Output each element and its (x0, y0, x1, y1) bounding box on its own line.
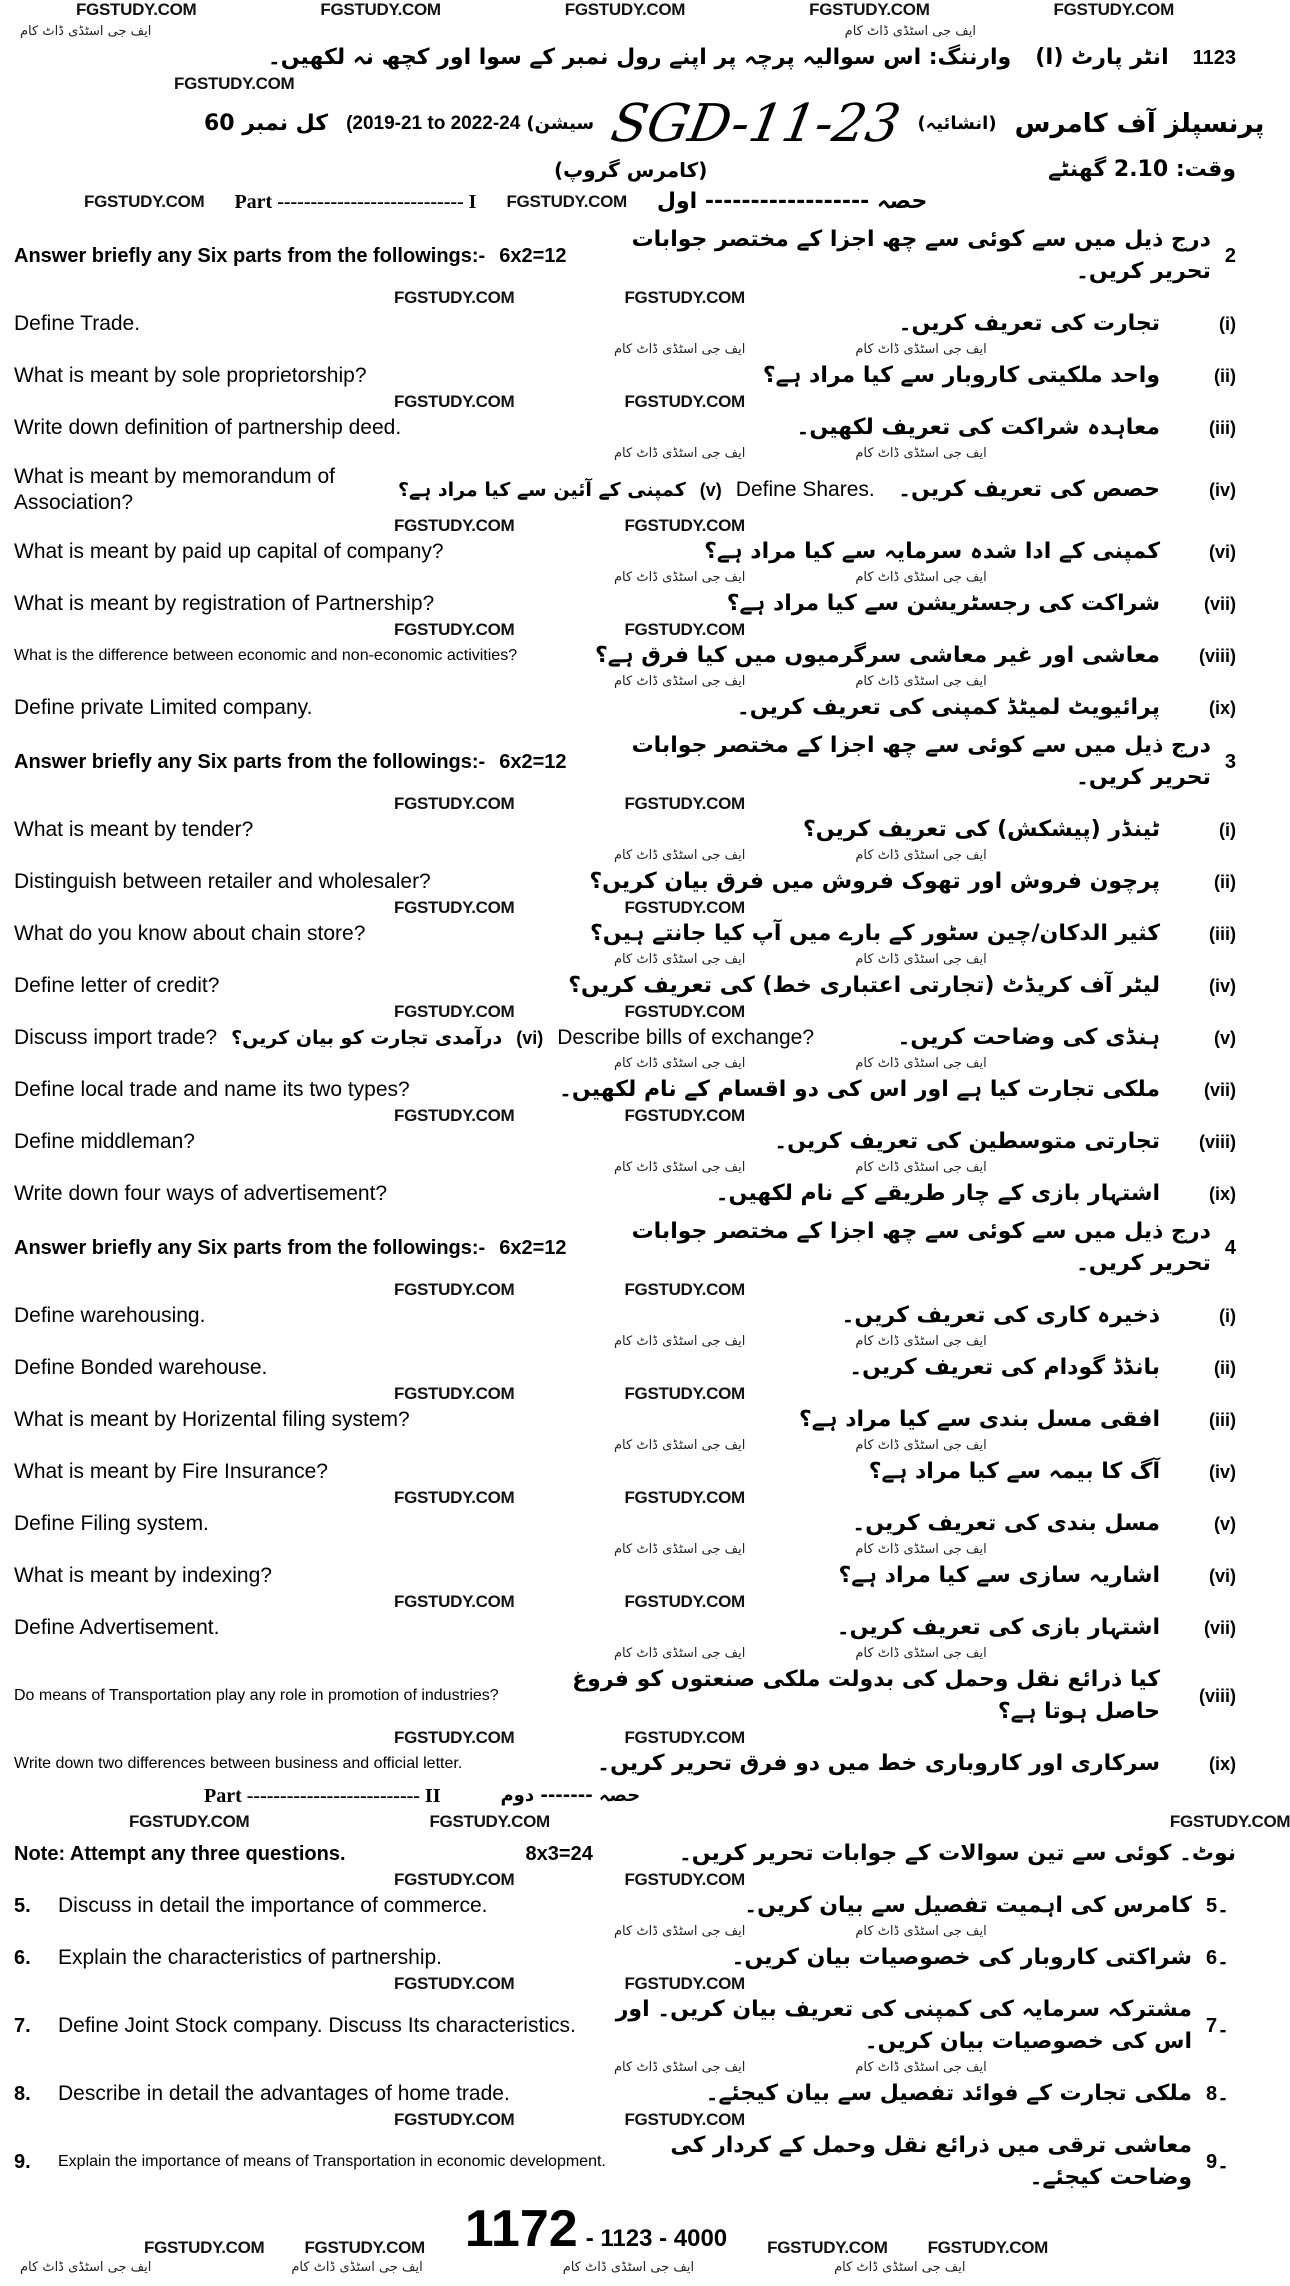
watermark-urdu: ایف جی اسٹڈی ڈاٹ کام (562, 2260, 695, 2275)
question-urdu: تجارتی متوسطین کی تعریف کریں۔ (774, 1129, 1160, 1154)
watermark-urdu: ایف جی اسٹڈی ڈاٹ کام (614, 2060, 746, 2075)
question-number: (iii) (1209, 924, 1236, 944)
watermark: FGSTUDY.COM (624, 1384, 745, 1403)
watermark: FGSTUDY.COM (304, 2238, 425, 2257)
watermark-urdu: ایف جی اسٹڈی ڈاٹ کام (855, 674, 987, 689)
watermark-urdu-row (14, 950, 1236, 970)
question-english: Define local trade and name its two types? (14, 1078, 410, 1101)
watermark-urdu: ایف جی اسٹڈی ڈاٹ کام (614, 1438, 746, 1453)
question-english: Define warehousing. (14, 1304, 206, 1327)
section-heading-row (14, 1216, 1236, 1280)
watermark: FGSTUDY.COM (1169, 1812, 1290, 1831)
question-english: Discuss import trade? (14, 1026, 218, 1049)
section-number: 2 (1224, 245, 1236, 267)
watermark-urdu-row (14, 1054, 1236, 1074)
watermark-row (14, 1280, 1236, 1300)
question-english-inline: Describe bills of exchange? (557, 1026, 815, 1049)
watermark-row (14, 392, 1236, 412)
watermark: FGSTUDY.COM (624, 620, 745, 639)
question-urdu: سرکاری اور کاروباری خط میں دو فرق تحریر کریں۔ (597, 1751, 1160, 1776)
question-number: (iii) (1209, 418, 1236, 438)
question-row (14, 1748, 1236, 1780)
question-row (14, 1664, 1236, 1728)
watermark-urdu: ایف جی اسٹڈی ڈاٹ کام (614, 1924, 746, 1939)
watermark: FGSTUDY.COM (394, 1384, 515, 1403)
watermark: FGSTUDY.COM (394, 1728, 515, 1747)
watermark-urdu: ایف جی اسٹڈی ڈاٹ کام (614, 848, 746, 863)
long-question-urdu: معاشی ترقی میں ذرائع نقل وحمل کے کردار کی وضاحت کیجئے۔ (670, 2133, 1192, 2190)
watermark-urdu-row (14, 672, 1236, 692)
question-urdu: ہنڈی کی وضاحت کریں۔ (897, 1025, 1160, 1050)
question-row (14, 640, 1236, 672)
watermark-urdu: ایف جی اسٹڈی ڈاٹ کام (855, 342, 987, 357)
watermark-urdu: ایف جی اسٹڈی ڈاٹ کام (855, 570, 987, 585)
question-row (14, 588, 1236, 620)
long-question-english: Describe in detail the advantages of home trade. (58, 2082, 510, 2105)
part-1-row (14, 186, 1236, 218)
watermark: FGSTUDY.COM (320, 0, 441, 19)
section-heading-urdu: درج ذیل میں سے کوئی سے چھ اجزا کے مختصر جوابات تحریر کریں۔ (631, 733, 1211, 790)
question-row (14, 1352, 1236, 1384)
watermark-urdu: ایف جی اسٹڈی ڈاٹ کام (855, 1334, 987, 1349)
watermark-urdu: ایف جی اسٹڈی ڈاٹ کام (614, 1160, 746, 1175)
long-question-number-urdu: 6۔ (1206, 1947, 1229, 1969)
watermark-urdu: ایف جی اسٹڈی ڈاٹ کام (855, 1646, 987, 1661)
question-urdu: ذخیرہ کاری کی تعریف کریں۔ (841, 1303, 1160, 1328)
watermark: FGSTUDY.COM (429, 1812, 550, 1831)
watermark: FGSTUDY.COM (394, 1280, 515, 1299)
question-row (14, 1022, 1236, 1054)
watermark: FGSTUDY.COM (84, 192, 205, 211)
watermark-row (14, 2110, 1236, 2130)
part-2-label: Part -------------------------- II (204, 1785, 441, 1807)
section-heading: Answer briefly any Six parts from the followings:- (14, 751, 486, 773)
question-row (14, 814, 1236, 846)
watermark-urdu: ایف جی اسٹڈی ڈاٹ کام (614, 570, 746, 585)
question-english: What is meant by registration of Partnership? (14, 592, 435, 615)
long-question-english: Discuss in detail the importance of commerce. (58, 1894, 488, 1917)
watermark: FGSTUDY.COM (1053, 0, 1174, 19)
paper-type: (انشائیہ) (917, 113, 997, 134)
question-number: (i) (1219, 820, 1236, 840)
watermark-row (14, 1384, 1236, 1404)
watermark-urdu: ایف جی اسٹڈی ڈاٹ کام (614, 446, 746, 461)
watermark: FGSTUDY.COM (624, 288, 745, 307)
question-row (14, 866, 1236, 898)
watermark: FGSTUDY.COM (394, 392, 515, 411)
watermark: FGSTUDY.COM (506, 192, 627, 211)
question-number: (vii) (1203, 1618, 1236, 1638)
question-urdu: حصص کی تعریف کریں۔ (898, 477, 1160, 502)
question-number: (ix) (1209, 1754, 1236, 1774)
watermark: FGSTUDY.COM (174, 74, 295, 93)
question-number: (viii) (1198, 646, 1236, 666)
section-score: 6x2=12 (499, 751, 567, 773)
watermark: FGSTUDY.COM (394, 1488, 515, 1507)
watermark: FGSTUDY.COM (624, 794, 745, 813)
part-1-label: Part ---------------------------- I (234, 191, 477, 213)
watermark-urdu-row (14, 1436, 1236, 1456)
watermark-urdu: ایف جی اسٹڈی ڈاٹ کام (855, 1056, 987, 1071)
question-english: What do you know about chain store? (14, 922, 366, 945)
question-english: Define Trade. (14, 312, 141, 335)
watermark-row (14, 1812, 1290, 1832)
watermark: FGSTUDY.COM (394, 1870, 515, 1889)
warning-text: وارننگ: اس سوالیہ پرچہ پر اپنے رول نمبر کے سوا اور کچھ نہ لکھیں۔ (267, 45, 1012, 70)
watermark: FGSTUDY.COM (394, 620, 515, 639)
watermark-row (14, 1002, 1236, 1022)
question-number: (vi) (1209, 1566, 1236, 1586)
question-number: (viii) (1198, 1686, 1236, 1706)
watermark-urdu: ایف جی اسٹڈی ڈاٹ کام (834, 2260, 966, 2275)
watermark: FGSTUDY.COM (394, 1592, 515, 1611)
header-title-row (14, 94, 1265, 154)
watermark: FGSTUDY.COM (624, 392, 745, 411)
note-urdu: نوٹ۔ کوئی سے تین سوالات کے جوابات تحریر کریں۔ (678, 1841, 1236, 1866)
question-urdu: کیا ذرائع نقل وحمل کی بدولت ملکی صنعتوں کو فروغ حاصل ہوتا ہے؟ (572, 1667, 1160, 1724)
question-number: (iii) (1209, 1410, 1236, 1430)
question-row (14, 1456, 1236, 1488)
watermark: FGSTUDY.COM (394, 516, 515, 535)
section-heading-row (14, 224, 1236, 288)
watermark-urdu-row (14, 2058, 1236, 2078)
long-question-english: Explain the characteristics of partnership. (58, 1946, 443, 1969)
question-number-inline: (vi) (516, 1028, 544, 1048)
question-urdu: مسل بندی کی تعریف کریں۔ (852, 1511, 1160, 1536)
watermark: FGSTUDY.COM (564, 0, 686, 19)
paper-code: 1123 (1192, 47, 1236, 69)
questions-body (14, 224, 1236, 1780)
question-english: What is meant by paid up capital of company? (14, 540, 444, 563)
question-urdu: پرچون فروش اور تھوک فروش میں فرق بیان کریں؟ (589, 869, 1160, 894)
long-question-urdu: مشترکہ سرمایہ کی کمپنی کی تعریف بیان کریں۔ اور اس کی خصوصیات بیان کریں۔ (615, 1997, 1192, 2054)
question-number: (ix) (1209, 698, 1236, 718)
watermark-row (14, 1870, 1236, 1890)
part-1-urdu: حصہ ------------------ اول (656, 189, 928, 214)
long-question-number: 7. (14, 2015, 31, 2037)
section-score: 6x2=12 (499, 1237, 567, 1259)
question-urdu: شراکت کی رجسٹریشن سے کیا مراد ہے؟ (726, 591, 1160, 616)
watermark: FGSTUDY.COM (624, 1488, 745, 1507)
question-row (14, 308, 1236, 340)
question-row (14, 1560, 1236, 1592)
handwritten-code: SGD-11-23 (606, 94, 905, 154)
section-heading: Answer briefly any Six parts from the followings:- (14, 245, 486, 267)
watermark: FGSTUDY.COM (624, 898, 745, 917)
question-english: Write down two differences between business and official letter. (14, 1755, 463, 1772)
long-question-urdu: شراکتی کاروبار کی خصوصیات بیان کریں۔ (731, 1945, 1192, 1970)
question-number: (i) (1219, 314, 1236, 334)
watermark: FGSTUDY.COM (394, 2110, 515, 2129)
question-urdu: کثیر الدکان/چین سٹور کے بارے میں آپ کیا جانتے ہیں؟ (590, 921, 1160, 946)
watermark-urdu: ایف جی اسٹڈی ڈاٹ کام (614, 1334, 746, 1349)
long-question-number-urdu: 9۔ (1206, 2151, 1229, 2173)
watermark: FGSTUDY.COM (394, 1002, 515, 1021)
section-number: 4 (1224, 1237, 1236, 1259)
question-number: (ix) (1209, 1184, 1236, 1204)
long-question-number-urdu: 7۔ (1206, 2015, 1229, 2037)
watermark-urdu: ایف جی اسٹڈی ڈاٹ کام (855, 1438, 987, 1453)
question-english: What is the difference between economic and non-economic activities? (14, 647, 518, 664)
question-number: (iv) (1209, 1462, 1236, 1482)
question-number: (viii) (1198, 1132, 1236, 1152)
watermark-urdu-row (14, 1922, 1236, 1942)
question-urdu: معاہدہ شراکت کی تعریف لکھیں۔ (796, 415, 1160, 440)
question-english: Define private Limited company. (14, 696, 313, 719)
subject-title: پرنسپلز آف کامرس (1014, 109, 1265, 139)
watermark-urdu-row (14, 846, 1236, 866)
watermark-row (14, 794, 1236, 814)
question-row (14, 1300, 1236, 1332)
question-urdu-inline: کمپنی کے آئین سے کیا مراد ہے؟ (398, 479, 686, 501)
watermark: FGSTUDY.COM (624, 2110, 745, 2129)
question-urdu: تجارت کی تعریف کریں۔ (898, 311, 1160, 336)
watermark-urdu: ایف جی اسٹڈی ڈاٹ کام (20, 2260, 152, 2275)
session-years: (2019-21 to 2022-24 (346, 113, 521, 134)
section-heading-urdu: درج ذیل میں سے کوئی سے چھ اجزا کے مختصر جوابات تحریر کریں۔ (631, 227, 1211, 284)
long-question-urdu: ملکی تجارت کے فوائد تفصیل سے بیان کیجئے۔ (705, 2081, 1192, 2106)
long-question-row (14, 1942, 1236, 1974)
question-row (14, 1126, 1236, 1158)
question-row (14, 1178, 1236, 1210)
watermark: FGSTUDY.COM (394, 794, 515, 813)
question-urdu: ملکی تجارت کیا ہے اور اس کی دو اقسام کے نام لکھیں۔ (559, 1077, 1160, 1102)
header-group-row (14, 154, 1236, 186)
watermark: FGSTUDY.COM (624, 1728, 745, 1747)
session-label: سیشن) (526, 113, 595, 134)
section-score: 6x2=12 (499, 245, 567, 267)
long-question-row (14, 2078, 1236, 2110)
watermark: FGSTUDY.COM (624, 1280, 745, 1299)
long-question-english: Define Joint Stock company. Discuss Its characteristics. (58, 2014, 576, 2037)
long-questions (14, 1870, 1236, 2194)
section-heading: Answer briefly any Six parts from the followings:- (14, 1237, 486, 1259)
long-question-number-urdu: 8۔ (1206, 2083, 1229, 2105)
question-urdu: پرائیویٹ لمیٹڈ کمپنی کی تعریف کریں۔ (736, 695, 1160, 720)
watermark: FGSTUDY.COM (144, 2238, 265, 2257)
section-heading-row (14, 730, 1236, 794)
question-english: Define Advertisement. (14, 1616, 220, 1639)
paper-serial-rest: - 1123 - 4000 (585, 2225, 728, 2252)
watermark: FGSTUDY.COM (624, 1106, 745, 1125)
long-question-english: Explain the importance of means of Transportation in economic development. (58, 2153, 606, 2170)
question-number: (iv) (1209, 480, 1236, 500)
question-number: (v) (1214, 1028, 1236, 1048)
watermark-urdu: ایف جی اسٹڈی ڈاٹ کام (855, 1160, 987, 1175)
watermark-urdu: ایف جی اسٹڈی ڈاٹ کام (855, 1542, 987, 1557)
question-number: (iv) (1209, 976, 1236, 996)
watermark: FGSTUDY.COM (394, 288, 515, 307)
question-number: (vi) (1209, 542, 1236, 562)
watermark-urdu: ایف جی اسٹڈی ڈاٹ کام (855, 2060, 987, 2075)
question-english: Define Filing system. (14, 1512, 209, 1535)
watermark-row (14, 1106, 1236, 1126)
question-english: What is meant by tender? (14, 818, 254, 841)
long-question-urdu: کامرس کی اہمیت تفصیل سے بیان کریں۔ (744, 1893, 1192, 1918)
section-heading-urdu: درج ذیل میں سے کوئی سے چھ اجزا کے مختصر جوابات تحریر کریں۔ (631, 1219, 1211, 1276)
long-question-number-urdu: 5۔ (1206, 1895, 1229, 1917)
question-english-inline: Define Shares. (735, 478, 875, 501)
time-allowed: وقت: 2.10 گھنٹے (1048, 157, 1236, 182)
watermark: FGSTUDY.COM (624, 1592, 745, 1611)
question-urdu: بانڈڈ گودام کی تعریف کریں۔ (849, 1355, 1160, 1380)
group-label: (کامرس گروپ) (554, 158, 708, 182)
question-row (14, 1404, 1236, 1436)
paper-serial (465, 2200, 727, 2258)
watermark-urdu-row (14, 1332, 1236, 1352)
question-english: What is meant by Fire Insurance? (14, 1460, 328, 1483)
watermark-row (14, 0, 1236, 22)
watermark-urdu: ایف جی اسٹڈی ڈاٹ کام (855, 952, 987, 967)
watermark-urdu: ایف جی اسٹڈی ڈاٹ کام (20, 24, 152, 39)
question-number-inline: (v) (699, 480, 722, 500)
watermark: FGSTUDY.COM (394, 898, 515, 917)
question-english: What is meant by indexing? (14, 1564, 272, 1587)
watermark-row (14, 898, 1236, 918)
paper-serial-code: 1172 (464, 2200, 578, 2258)
part-2-row (14, 1780, 1236, 1812)
watermark-urdu: ایف جی اسٹڈی ڈاٹ کام (614, 1056, 746, 1071)
watermark-urdu: ایف جی اسٹڈی ڈاٹ کام (855, 1924, 987, 1939)
question-english: Define Bonded warehouse. (14, 1356, 268, 1379)
question-row (14, 360, 1236, 392)
watermark-urdu-row (14, 1644, 1236, 1664)
watermark-row (14, 620, 1236, 640)
watermark-urdu-row (14, 22, 1236, 42)
watermark: FGSTUDY.COM (624, 516, 745, 535)
long-question-number: 6. (14, 1947, 31, 1969)
header-warning-row (14, 42, 1236, 74)
question-english: What is meant by sole proprietorship? (14, 364, 367, 387)
watermark-urdu-row (14, 2258, 1236, 2278)
watermark-row (14, 1974, 1236, 1994)
question-number: (vii) (1203, 594, 1236, 614)
question-row (14, 970, 1236, 1002)
watermark-urdu: ایف جی اسٹڈی ڈاٹ کام (855, 446, 987, 461)
watermark-urdu: ایف جی اسٹڈی ڈاٹ کام (844, 24, 976, 39)
note-english: Note: Attempt any three questions. (14, 1843, 346, 1865)
footer-row (14, 2200, 1236, 2258)
watermark: FGSTUDY.COM (75, 0, 197, 19)
watermark: FGSTUDY.COM (767, 2238, 888, 2257)
watermark: FGSTUDY.COM (129, 1812, 250, 1831)
long-question-number: 9. (14, 2151, 31, 2173)
question-number: (vii) (1203, 1080, 1236, 1100)
question-number: (ii) (1214, 1358, 1236, 1378)
watermark-urdu: ایف جی اسٹڈی ڈاٹ کام (614, 1646, 746, 1661)
question-urdu: آگ کا بیمہ سے کیا مراد ہے؟ (868, 1459, 1160, 1484)
watermark-urdu: ایف جی اسٹڈی ڈاٹ کام (291, 2260, 423, 2275)
question-row (14, 918, 1236, 950)
question-english: Define middleman? (14, 1130, 195, 1153)
question-row (14, 1074, 1236, 1106)
long-question-number: 8. (14, 2083, 31, 2105)
class-label: انٹر پارٹ (I) (1035, 45, 1169, 70)
watermark-urdu-row (14, 1540, 1236, 1560)
question-row (14, 1508, 1236, 1540)
watermark-row (14, 1728, 1236, 1748)
question-urdu: اشتہار بازی کے چار طریقے کے نام لکھیں۔ (715, 1181, 1160, 1206)
watermark-row (14, 1592, 1236, 1612)
question-english: Write down definition of partnership deed. (14, 416, 402, 439)
watermark-urdu: ایف جی اسٹڈی ڈاٹ کام (614, 1542, 746, 1557)
question-urdu-inline: درآمدی تجارت کو بیان کریں؟ (231, 1027, 503, 1049)
question-urdu: ٹینڈر (پیشکش) کی تعریف کریں؟ (802, 817, 1160, 842)
watermark: FGSTUDY.COM (394, 1974, 515, 1993)
question-english: What is meant by memorandum of Association? (14, 465, 335, 514)
watermark-urdu: ایف جی اسٹڈی ڈاٹ کام (614, 952, 746, 967)
watermark: FGSTUDY.COM (394, 1106, 515, 1125)
watermark-urdu-row (14, 1158, 1236, 1178)
total-marks: کل نمبر 60 (204, 111, 329, 136)
question-row (14, 536, 1236, 568)
watermark-row (14, 74, 1236, 94)
watermark-urdu: ایف جی اسٹڈی ڈاٹ کام (614, 342, 746, 357)
part-2-urdu: حصہ ------- دوم (500, 1785, 641, 1806)
watermark-row (14, 1488, 1236, 1508)
watermark: FGSTUDY.COM (624, 1002, 745, 1021)
note-row (14, 1838, 1236, 1870)
watermark: FGSTUDY.COM (809, 0, 930, 19)
watermark-row (14, 288, 1236, 308)
question-number: (ii) (1214, 366, 1236, 386)
part-2-score: 8x3=24 (525, 1843, 593, 1865)
question-number: (ii) (1214, 872, 1236, 892)
long-question-row (14, 1890, 1236, 1922)
question-english: Distinguish between retailer and wholesaler? (14, 870, 431, 893)
watermark: FGSTUDY.COM (624, 1870, 745, 1889)
question-english: Define letter of credit? (14, 974, 220, 997)
question-number: (v) (1214, 1514, 1236, 1534)
watermark-urdu-row (14, 568, 1236, 588)
question-english: Write down four ways of advertisement? (14, 1182, 388, 1205)
long-question-number: 5. (14, 1895, 31, 1917)
section-number: 3 (1224, 751, 1236, 773)
long-question-row (14, 1994, 1236, 2058)
question-urdu: کمپنی کے ادا شدہ سرمایہ سے کیا مراد ہے؟ (704, 539, 1160, 564)
question-row (14, 1612, 1236, 1644)
question-urdu: افقی مسل بندی سے کیا مراد ہے؟ (799, 1407, 1160, 1432)
question-urdu: معاشی اور غیر معاشی سرگرمیوں میں کیا فرق ہے؟ (595, 643, 1160, 668)
question-urdu: اشتہار بازی کی تعریف کریں۔ (836, 1615, 1160, 1640)
long-question-row (14, 2130, 1236, 2194)
watermark: FGSTUDY.COM (927, 2238, 1049, 2257)
question-urdu: واحد ملکیتی کاروبار سے کیا مراد ہے؟ (762, 363, 1160, 388)
watermark-urdu-row (14, 340, 1236, 360)
question-english: What is meant by Horizental filing system? (14, 1408, 410, 1431)
question-urdu: لیٹر آف کریڈٹ (تجارتی اعتباری خط) کی تعریف کریں؟ (568, 973, 1160, 998)
question-row (14, 464, 1236, 516)
question-urdu: اشاریہ سازی سے کیا مراد ہے؟ (838, 1563, 1160, 1588)
question-english: Do means of Transportation play any role in promotion of industries? (14, 1687, 499, 1704)
watermark-urdu: ایف جی اسٹڈی ڈاٹ کام (614, 674, 746, 689)
watermark: FGSTUDY.COM (624, 1974, 745, 1993)
watermark-urdu-row (14, 444, 1236, 464)
question-row (14, 412, 1236, 444)
session-group (346, 108, 594, 140)
question-number: (i) (1219, 1306, 1236, 1326)
watermark-row (14, 516, 1236, 536)
watermark-urdu: ایف جی اسٹڈی ڈاٹ کام (855, 848, 987, 863)
question-row (14, 692, 1236, 724)
